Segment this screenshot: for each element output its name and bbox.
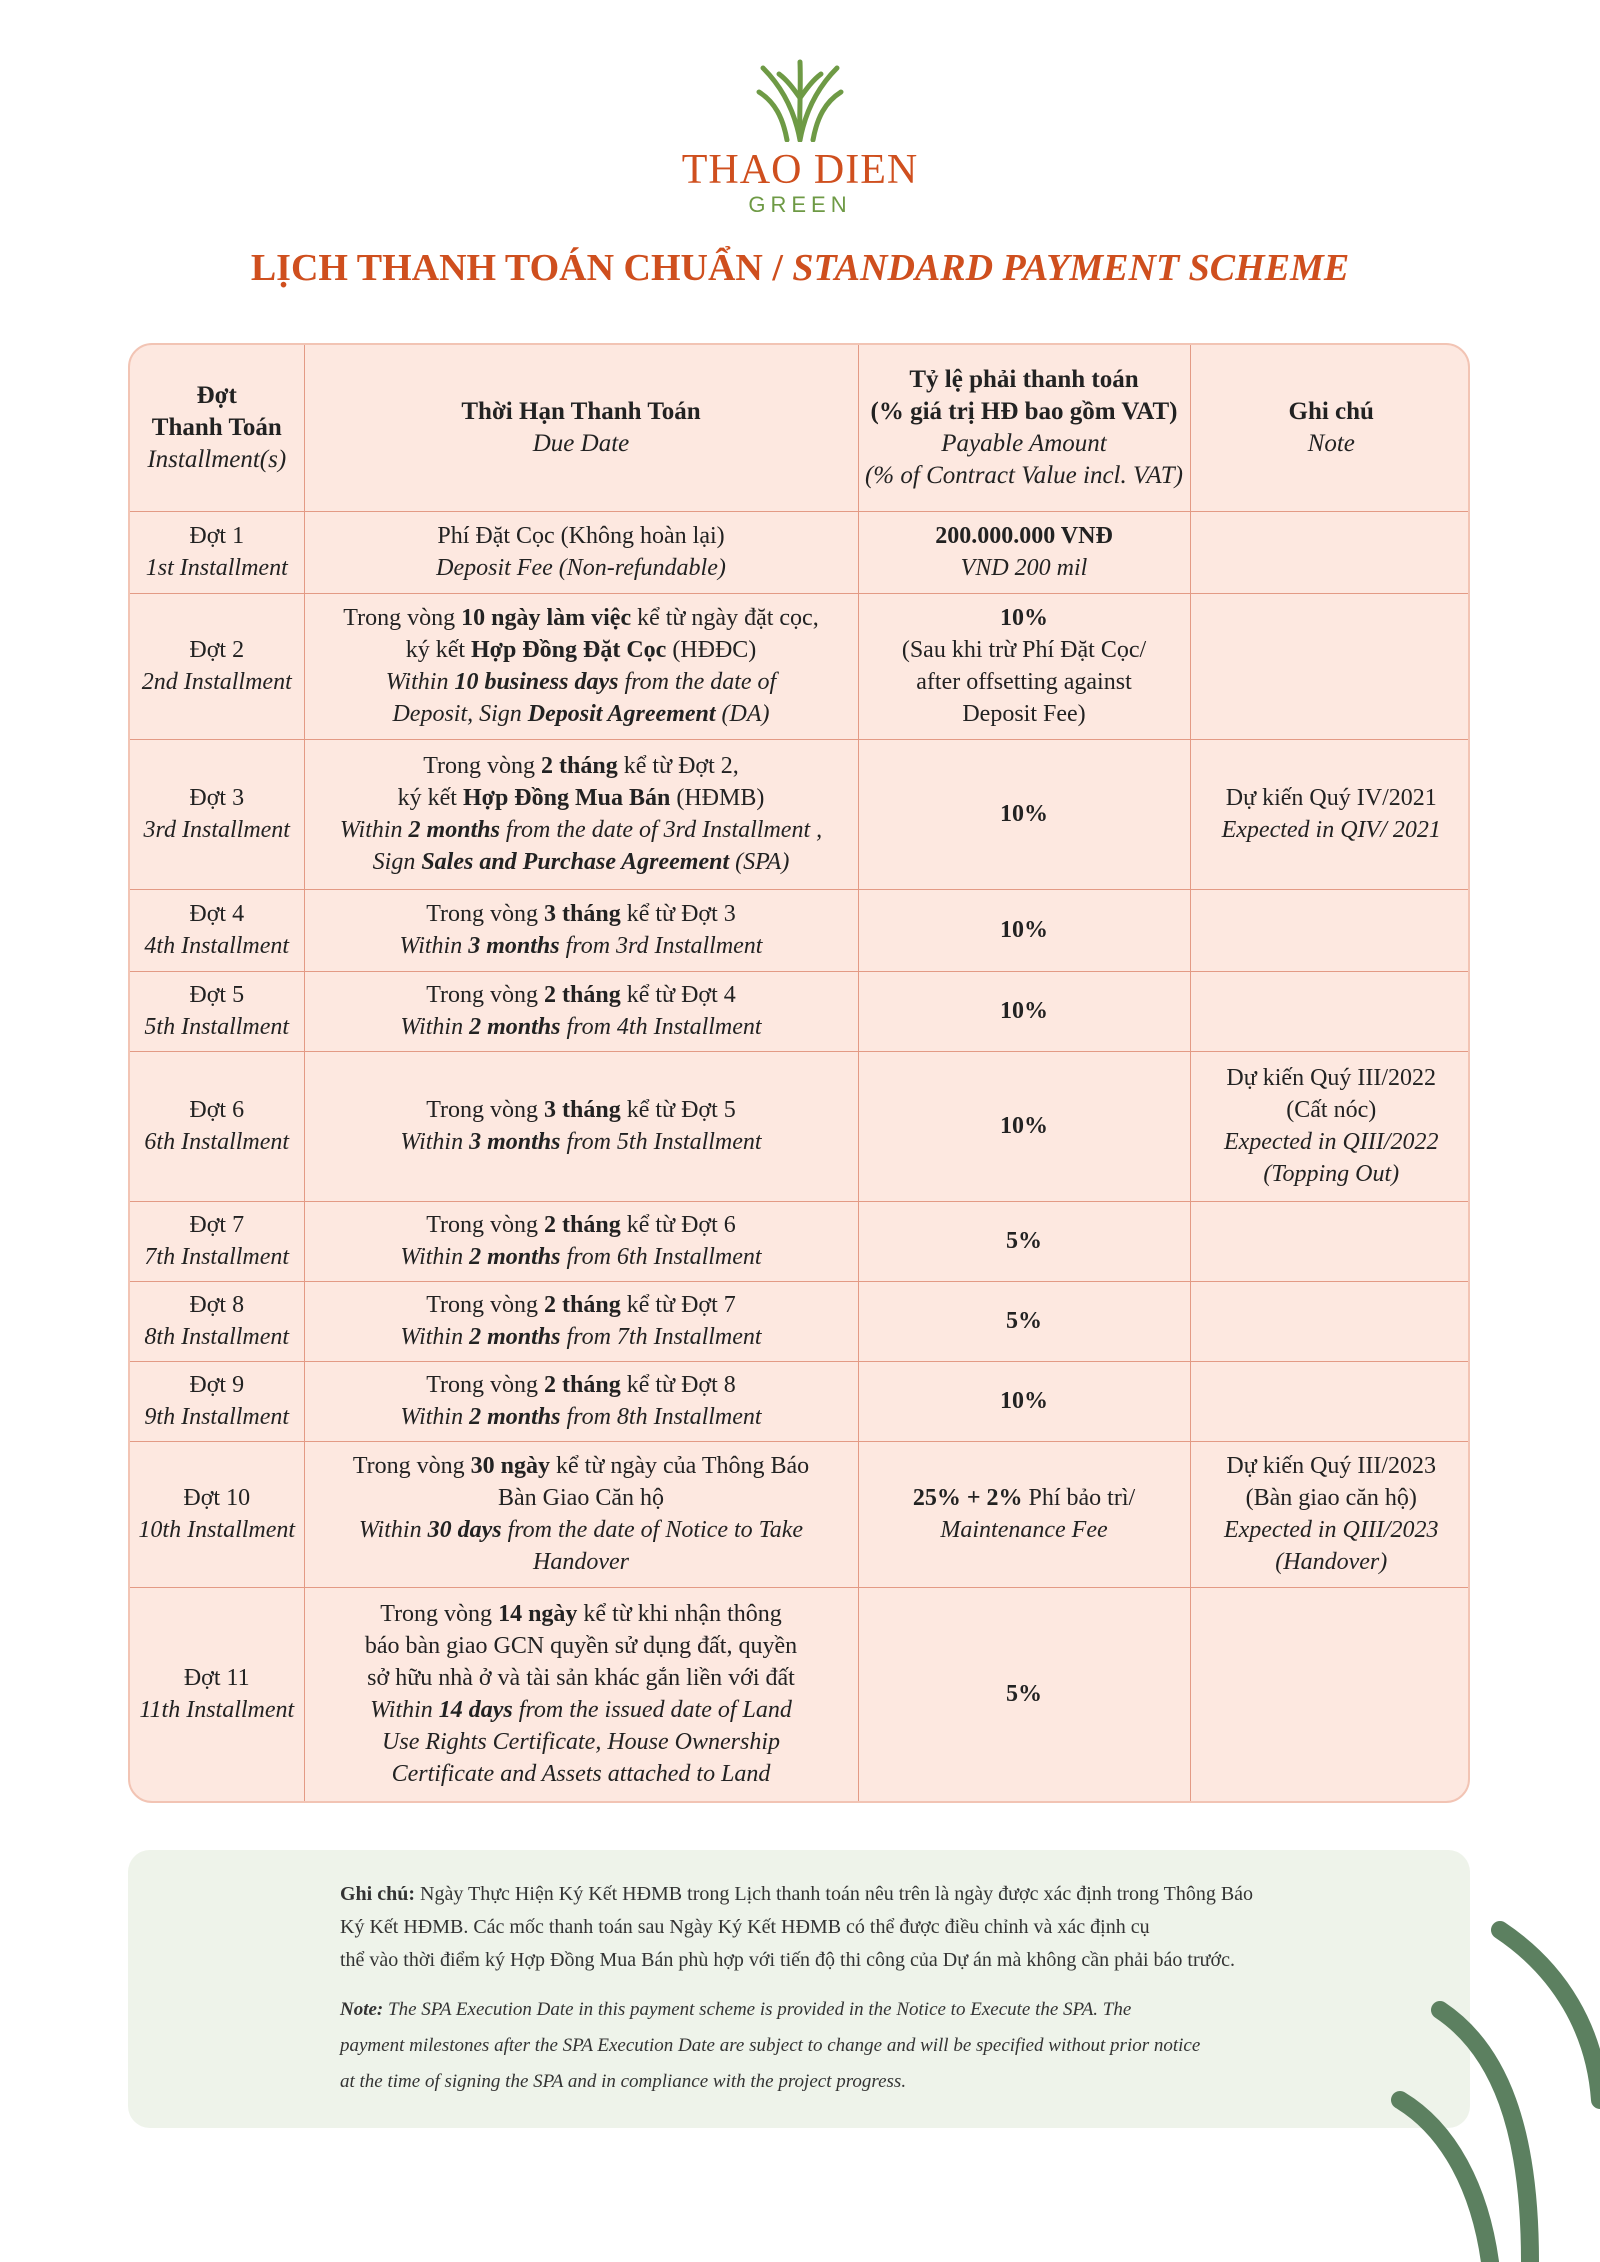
table-row	[130, 1587, 1470, 1801]
table-row	[130, 1201, 1470, 1281]
payment-table	[128, 343, 1470, 1803]
due-cell: Trong vòng 10 ngày làm việc kể từ ngày đặt cọc, ký kết Hợp Đồng Đặt Cọc (HĐĐC) Within 10 business days from the date of Deposit, Sign Deposit Agreement (DA)	[304, 593, 858, 739]
title-vi: LỊCH THANH TOÁN CHUẨN /	[250, 247, 793, 289]
installment-cell: Đợt 3 3rd Installment	[130, 739, 304, 889]
installment-cell: Đợt 1 1st Installment	[130, 511, 304, 593]
table-row	[130, 1051, 1470, 1201]
brand-sub: GREEN	[748, 192, 852, 217]
table-row	[130, 1361, 1470, 1441]
note-cell: Dự kiến Quý III/2022 (Cất nóc) Expected in QIII/2022 (Topping Out)	[1190, 1051, 1470, 1201]
note-cell	[1190, 1281, 1470, 1361]
table-row	[130, 593, 1470, 739]
header-note: Ghi chú Note	[1190, 345, 1470, 511]
footnote-box	[128, 1850, 1470, 2128]
note-cell: Dự kiến Quý III/2023 (Bàn giao căn hộ) Expected in QIII/2023 (Handover)	[1190, 1441, 1470, 1587]
amount-cell: 10%	[858, 739, 1190, 889]
table-header-row	[130, 345, 1470, 511]
amount-cell: 200.000.000 VNĐ VND 200 mil	[858, 511, 1190, 593]
table-row	[130, 739, 1470, 889]
installment-cell: Đợt 8 8th Installment	[130, 1281, 304, 1361]
amount-cell: 5%	[858, 1201, 1190, 1281]
note-cell	[1190, 1201, 1470, 1281]
brand-name: THAO DIEN	[681, 147, 919, 193]
due-cell: Trong vòng 2 tháng kể từ Đợt 8 Within 2 months from 8th Installment	[304, 1361, 858, 1441]
amount-cell: 10%	[858, 889, 1190, 971]
amount-cell: 5%	[858, 1281, 1190, 1361]
installment-cell: Đợt 7 7th Installment	[130, 1201, 304, 1281]
footnote-vi: Ghi chú: Ngày Thực Hiện Ký Kết HĐMB trong Lịch thanh toán nêu trên là ngày được xác định trong Thông Báo Ký Kết HĐMB. Các mốc thanh toán sau Ngày Ký Kết HĐMB có thể được điều chỉnh và xác định cụ thể vào thời điểm ký Hợp Đồng Mua Bán phù hợp với tiến độ thi công của Dự án mà không cần phải báo trước.	[340, 1883, 1254, 1971]
note-cell	[1190, 1587, 1470, 1801]
note-cell	[1190, 593, 1470, 739]
due-cell: Trong vòng 2 tháng kể từ Đợt 4 Within 2 months from 4th Installment	[304, 971, 858, 1051]
amount-cell: 10%	[858, 1051, 1190, 1201]
due-cell: Trong vòng 2 tháng kể từ Đợt 2, ký kết Hợp Đồng Mua Bán (HĐMB) Within 2 months from the date of 3rd Installment , Sign Sales and Purchase Agreement (SPA)	[304, 739, 858, 889]
due-cell: Trong vòng 2 tháng kể từ Đợt 7 Within 2 months from 7th Installment	[304, 1281, 858, 1361]
due-cell: Trong vòng 30 ngày kể từ ngày của Thông Báo Bàn Giao Căn hộ Within 30 days from the date of Notice to Take Handover	[304, 1441, 858, 1587]
note-cell	[1190, 889, 1470, 971]
due-cell: Trong vòng 2 tháng kể từ Đợt 6 Within 2 months from 6th Installment	[304, 1201, 858, 1281]
curved-leaf-icon	[1380, 1900, 1600, 2262]
title-en: STANDARD PAYMENT SCHEME	[792, 247, 1350, 289]
table-row	[130, 1441, 1470, 1587]
header-amount: Tỷ lệ phải thanh toán (% giá trị HĐ bao gồm VAT) Payable Amount (% of Contract Value incl. VAT)	[858, 345, 1190, 511]
note-cell	[1190, 971, 1470, 1051]
table-row	[130, 1281, 1470, 1361]
due-cell: Trong vòng 3 tháng kể từ Đợt 5 Within 3 months from 5th Installment	[304, 1051, 858, 1201]
table-row	[130, 511, 1470, 593]
installment-cell: Đợt 6 6th Installment	[130, 1051, 304, 1201]
header-due-date: Thời Hạn Thanh Toán Due Date	[304, 345, 858, 511]
amount-cell: 5%	[858, 1587, 1190, 1801]
installment-cell: Đợt 4 4th Installment	[130, 889, 304, 971]
table-row	[130, 889, 1470, 971]
installment-cell: Đợt 9 9th Installment	[130, 1361, 304, 1441]
amount-cell: 10%	[858, 971, 1190, 1051]
installment-cell: Đợt 2 2nd Installment	[130, 593, 304, 739]
amount-cell: 10%	[858, 1361, 1190, 1441]
note-cell: Dự kiến Quý IV/2021 Expected in QIV/ 2021	[1190, 739, 1470, 889]
header-installment: Đợt Thanh Toán Installment(s)	[130, 345, 304, 511]
due-cell: Trong vòng 14 ngày kể từ khi nhận thông báo bàn giao GCN quyền sử dụng đất, quyền sở hữu nhà ở và tài sản khác gắn liền với đất Within 14 days from the issued date of Land Use Rights Certificate, House Ownership Certificate and Assets attached to Land	[304, 1587, 858, 1801]
note-cell	[1190, 1361, 1470, 1441]
logo	[0, 58, 1600, 218]
table-row	[130, 971, 1470, 1051]
due-cell: Trong vòng 3 tháng kể từ Đợt 3 Within 3 months from 3rd Installment	[304, 889, 858, 971]
installment-cell: Đợt 5 5th Installment	[130, 971, 304, 1051]
due-cell: Phí Đặt Cọc (Không hoàn lại) Deposit Fee (Non-refundable)	[304, 511, 858, 593]
installment-cell: Đợt 11 11th Installment	[130, 1587, 304, 1801]
note-cell	[1190, 511, 1470, 593]
amount-cell: 10% (Sau khi trừ Phí Đặt Cọc/ after offsetting against Deposit Fee)	[858, 593, 1190, 739]
footnote-en: Note: The SPA Execution Date in this payment scheme is provided in the Notice to Execute the SPA. The payment milestones after the SPA Execution Date are subject to change and will be specified without prior notice at the time of signing the SPA and in compliance with the project progress.	[340, 1999, 1201, 2092]
grass-leaf-icon	[755, 58, 845, 142]
amount-cell: 25% + 2% Phí bảo trì/ Maintenance Fee	[858, 1441, 1190, 1587]
page-title	[0, 246, 1600, 290]
installment-cell: Đợt 10 10th Installment	[130, 1441, 304, 1587]
